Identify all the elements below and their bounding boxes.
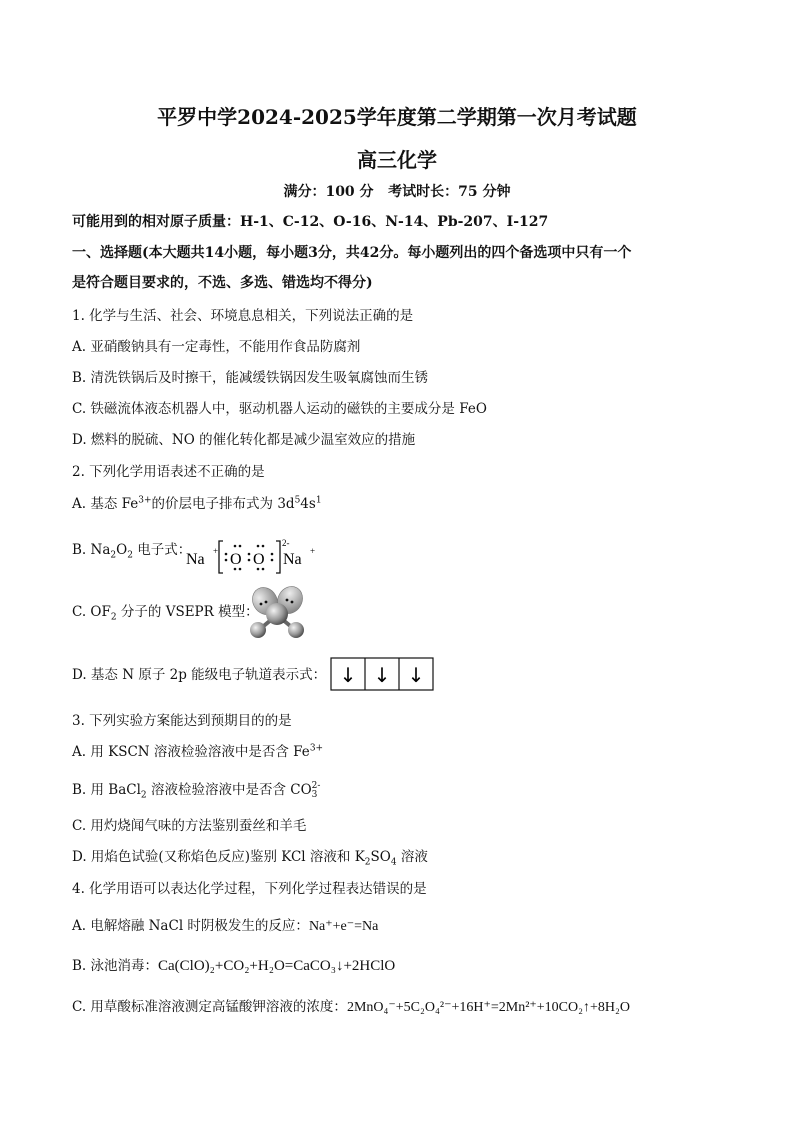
exam-meta: 满分：100 分 考试时长：75 分钟 xyxy=(283,184,511,200)
q4-b-equation: Ca(ClO)₂+CO₂+H₂O=CaCO₃↓+2HClO xyxy=(158,958,396,974)
q4-option-a xyxy=(72,917,378,936)
q3-stem: 3. 下列实验方案能达到预期目的的是 xyxy=(72,713,292,729)
q4-option-c xyxy=(72,998,630,1017)
q3-a-text: A. 用 KSCN 溶液检验溶液中是否含 Fe xyxy=(72,744,310,760)
q1-option-b: B. 清洗铁锅后及时擦干，能减缓铁锅因发生吸氧腐蚀而生锈 xyxy=(72,370,429,386)
lewis-na-right: Na xyxy=(283,551,302,568)
q3-b-text: B. 用 BaCl xyxy=(72,782,141,798)
exam-title: 平罗中学2024-2025学年度第二学期第一次月考试题 xyxy=(157,105,637,129)
q3-b-sub: 2 xyxy=(140,790,147,801)
orbital-arrow-1: ↓ xyxy=(339,663,357,687)
q2-a-charge: 3+ xyxy=(138,495,152,506)
q3-b-ion-script xyxy=(312,782,321,800)
q2-a-text3: 4s xyxy=(300,496,316,512)
q2-c-label: 分子的 VSEPR 模型： xyxy=(116,604,259,620)
q3-a-charge: 3+ xyxy=(309,743,324,754)
q1-option-c: C. 铁磁流体液态机器人中，驱动机器人运动的磁铁的主要成分是 FeO xyxy=(72,401,487,417)
q4-b-text: B. 泳池消毒： xyxy=(72,958,159,974)
q2-a-exp2: 1 xyxy=(315,495,322,506)
q3-b-sub2: 3 xyxy=(311,789,318,800)
q3-option-b xyxy=(72,781,320,800)
vsepr-model-image xyxy=(246,585,308,641)
q2-a-exp1: 5 xyxy=(294,495,301,506)
q2-b-sub1: 2 xyxy=(110,550,117,561)
q2-c-text: C. OF xyxy=(72,604,111,620)
q2-b-o: O xyxy=(116,542,128,558)
atomic-masses: 可能用到的相对原子质量：H-1、C-12、O-16、N-14、Pb-207、I-127 xyxy=(72,214,549,230)
q3-d-sub1: 2 xyxy=(364,857,371,868)
orbital-arrow-3: ↓ xyxy=(407,663,425,687)
lewis-o-left: O xyxy=(230,551,242,568)
q3-b-text2: 溶液检验溶液中是否含 CO xyxy=(146,782,312,798)
q3-d-text2: SO xyxy=(370,849,391,865)
lewis-plus-right: + xyxy=(310,546,316,556)
q4-a-text: A. 电解熔融 NaCl 时阴极发生的反应： xyxy=(72,918,309,934)
q4-stem: 4. 化学用语可以表达化学过程，下列化学过程表达错误的是 xyxy=(72,881,427,897)
q2-b-label: 电子式： xyxy=(132,542,192,558)
q1-option-d: D. 燃料的脱硫、NO 的催化转化都是减少温室效应的措施 xyxy=(72,432,416,448)
subject-title: 高三化学 xyxy=(357,148,437,172)
q2-option-a xyxy=(72,495,322,513)
q1-option-a: A. 亚硝酸钠具有一定毒性，不能用作食品防腐剂 xyxy=(72,339,361,355)
lewis-o-right: O xyxy=(253,551,265,568)
section-heading-line1: 一、选择题(本大题共14小题，每小题3分，共42分。每小题列出的四个备选项中只有一个 xyxy=(72,245,632,261)
q3-option-d xyxy=(72,848,428,866)
q2-option-b xyxy=(72,541,191,559)
q2-a-text: A. 基态 Fe xyxy=(72,496,139,512)
q3-option-c: C. 用灼烧闻气味的方法鉴别蚕丝和羊毛 xyxy=(72,818,307,834)
q2-c-sub: 2 xyxy=(110,612,117,623)
q2-option-d: D. 基态 N 原子 2p 能级电子轨道表示式： xyxy=(72,667,327,683)
q3-b-sup: 2- xyxy=(311,780,321,791)
q4-a-equation: Na⁺+e⁻=Na xyxy=(308,919,379,934)
q2-b-text: B. Na xyxy=(72,542,111,558)
q3-d-text3: 溶液 xyxy=(396,849,428,865)
q4-c-equation: 2MnO₄⁻+5C₂O₄²⁻+16H⁺=2Mn²⁺+10CO₂↑+8H₂O xyxy=(346,1000,631,1015)
orbital-diagram xyxy=(330,657,434,691)
q3-d-sub2: 4 xyxy=(390,857,397,868)
lewis-na-left: Na xyxy=(186,551,205,568)
peroxide-lewis-structure xyxy=(186,537,326,577)
q3-d-text: D. 用焰色试验(又称焰色反应)鉴别 KCl 溶液和 K xyxy=(72,849,365,865)
lewis-plus-left: + xyxy=(213,546,219,556)
lewis-charge: 2- xyxy=(282,538,290,548)
q4-option-b xyxy=(72,957,395,975)
q4-c-text: C. 用草酸标准溶液测定高锰酸钾溶液的浓度： xyxy=(72,999,347,1015)
q2-b-sub2: 2 xyxy=(127,550,133,561)
q1-stem: 1. 化学与生活、社会、环境息息相关，下列说法正确的是 xyxy=(72,308,414,324)
q2-stem: 2. 下列化学用语表述不正确的是 xyxy=(72,464,265,480)
orbital-arrow-2: ↓ xyxy=(373,663,391,687)
q3-option-a xyxy=(72,743,323,761)
q2-option-c xyxy=(72,603,259,621)
q2-a-text2: 的价层电子排布式为 3d xyxy=(151,496,295,512)
section-heading-line2: 是符合题目要求的，不选、多选、错选均不得分) xyxy=(72,275,373,291)
